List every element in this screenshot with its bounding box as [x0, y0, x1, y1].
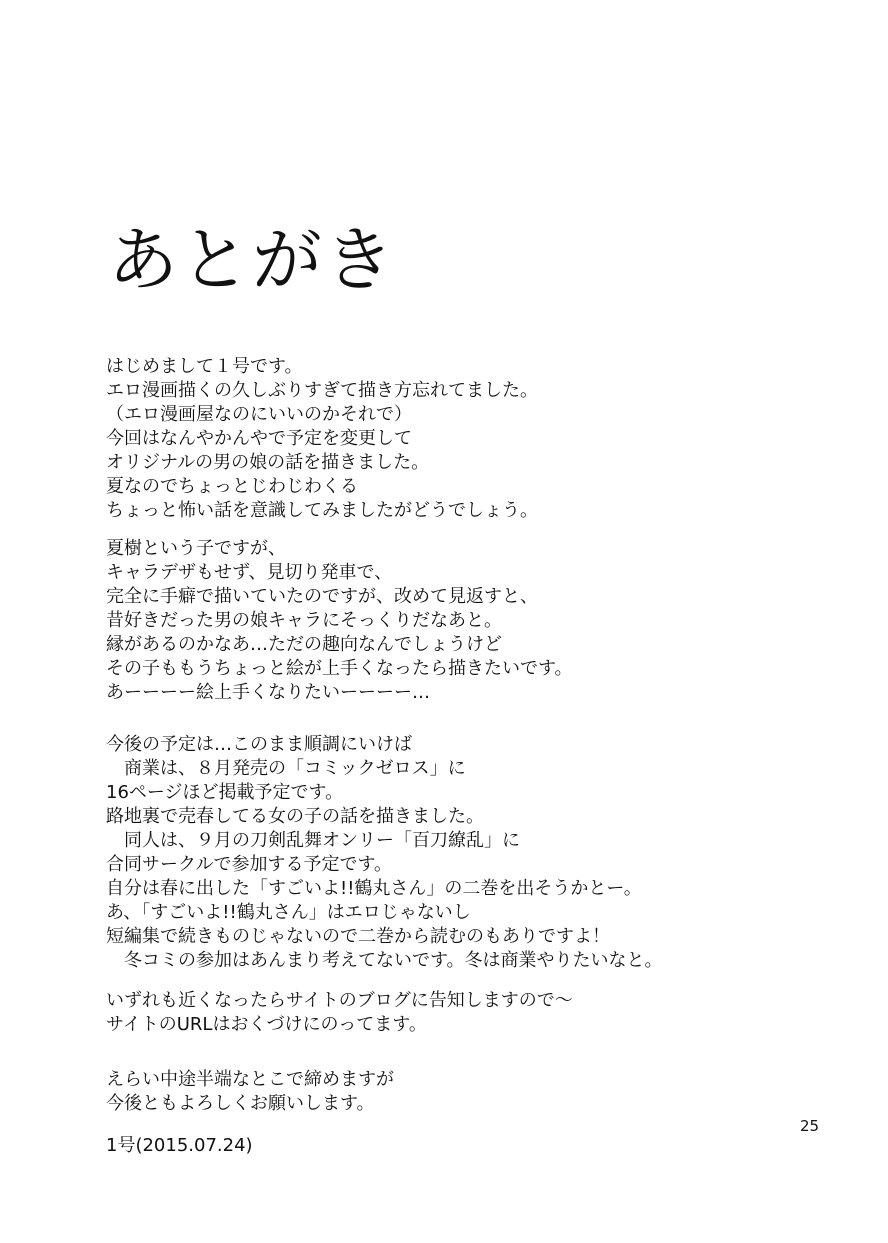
text-line: 冬コミの参加はあんまり考えてないです。冬は商業やりたいなと。 — [106, 950, 663, 971]
text-line: 夏樹という子ですが、 — [106, 538, 286, 559]
text-line: 合同サークルで参加する予定です。 — [106, 854, 393, 875]
text-line: その子ももうちょっと絵が上手くなったら描きたいです。 — [106, 658, 573, 679]
text-line: 自分は春に出した「すごいよ!!鶴丸さん」の二巻を出そうかとー。 — [106, 878, 642, 899]
text-line: キャラデザもせず、見切り発車で、 — [106, 562, 393, 583]
text-line: 商業は、８月発売の「コミックゼロス」に — [106, 758, 466, 779]
page-title: あとがき — [108, 219, 396, 301]
text-line: オリジナルの男の娘の話を描きました。 — [106, 452, 430, 473]
signature: 1号(2015.07.24) — [106, 1135, 253, 1156]
text-line: 路地裏で売春してる女の子の話を描きました。 — [106, 806, 484, 827]
text-line: 同人は、９月の刀剣乱舞オンリー「百刀繚乱」に — [106, 830, 520, 851]
text-line: 短編集で続きものじゃないので二巻から読むのもありですよ！ — [106, 926, 610, 947]
text-line: 縁があるのかなあ…ただの趣向なんでしょうけど — [106, 634, 502, 655]
text-line: いずれも近くなったらサイトのブログに告知しますので～ — [106, 990, 573, 1011]
text-line: あ、「すごいよ!!鶴丸さん」はエロじゃないし — [106, 902, 471, 923]
text-line: はじめまして１号です。 — [106, 356, 303, 377]
text-line: サイトのURLはおくづけにのってます。 — [106, 1014, 427, 1035]
text-line: エロ漫画描くの久しぶりすぎて描き方忘れてました。 — [106, 380, 538, 401]
text-line: 今回はなんやかんやで予定を変更して — [106, 428, 412, 449]
text-line: 今後ともよろしくお願いします。 — [106, 1093, 375, 1114]
text-line: 昔好きだった男の娘キャラにそっくりだなあと。 — [106, 610, 502, 631]
text-line: 完全に手癖で描いていたのですが、改めて見返すと、 — [106, 586, 538, 607]
text-line: （エロ漫画屋なのにいいのかそれで） — [106, 404, 412, 425]
text-line: 今後の予定は…このまま順調にいけば — [106, 734, 412, 755]
text-line: 夏なのでちょっとじわじわくる — [106, 476, 358, 497]
text-line: あーーーー絵上手くなりたいーーーー… — [106, 682, 430, 703]
page-number: 25 — [800, 1117, 820, 1135]
text-line: えらい中途半端なとこで締めますが — [106, 1069, 394, 1090]
text-line: ちょっと怖い話を意識してみましたがどうでしょう。 — [106, 500, 538, 521]
text-line: 16ページほど掲載予定です。 — [106, 782, 344, 803]
